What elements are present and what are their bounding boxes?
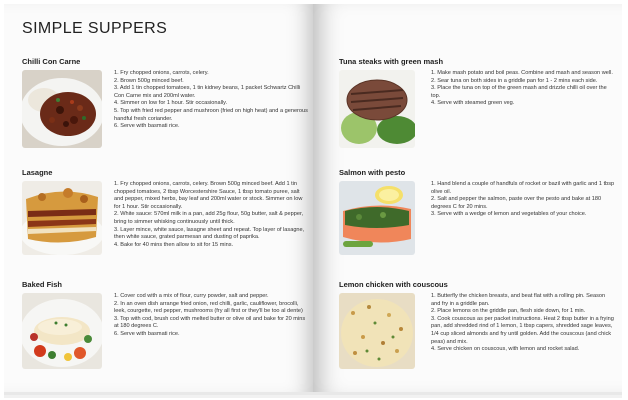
recipe-step: 5. Top with fried red pepper and mushroon (fried on high heat) and a generous handful fresh coriander.	[114, 107, 308, 122]
recipe-step: 2. Place lemons on the griddle pan, flesh side down, for 1 min.	[431, 308, 586, 315]
recipe-step: 3. Cook couscous as per packet instructions. Heat 2 tbsp butter in a frying pan, add shredded rind of 1 lemon, 1 tbsp capers, shredded sage leaves, 1/4 cup sliced almonds and fry until golden. Add the couscous (and chick peas) and mix.	[431, 315, 614, 345]
recipe-step: 3. Top with cod, brush cod with melted butter or olive oil and bake for 20 mins at 180 degrees C.	[114, 315, 306, 330]
recipe-steps	[114, 70, 310, 131]
recipe-title: Baked Fish	[22, 280, 63, 289]
recipe-step: 1. Fry chopped onions, carrots, celery. Brown 500g minced beef. Add 1 tin chopped tomatoes, 2 tbsp Worcestershire Sauce, 1 tbsp tomato puree, salt and pepper, mixed herbs, bay leaf and 200ml water or stock. Simmer on low for 1 hour. Stir occasionally.	[114, 181, 303, 210]
recipe-steps	[114, 293, 310, 339]
recipe-title: Chilli Con Carne	[22, 57, 81, 66]
recipe-step: 4. Serve with steamed green veg.	[431, 100, 515, 107]
recipe-step: 1. Hand blend a couple of handfuls of rocket or bazil with garlic and 1 tbsp olive oil.	[431, 181, 615, 195]
recipe-steps	[431, 70, 615, 108]
recipe-step: 4. Serve chicken on couscous, with lemon and rocket salad.	[431, 346, 580, 353]
recipe-step: 3. Layer mince, white sauce, lasagne sheet and repeat. Top layer of lasagne, then white sauce, grated parmesan and dusting of paprika.	[114, 226, 305, 241]
recipe-steps	[431, 181, 615, 219]
book-title: SIMPLE SUPPERS	[22, 20, 168, 37]
recipe-step: 2. Sear tuna on both sides in a griddle pan for 1 - 2 mins each side.	[431, 77, 598, 84]
recipe-step: 3. Serve with a wedge of lemon and vegetables of your choice.	[431, 211, 587, 218]
recipe-title: Tuna steaks with green mash	[339, 57, 444, 66]
recipe-step: 1. Cover cod with a mix of flour, curry powder, salt and pepper.	[114, 293, 269, 299]
salmon-pesto-photo	[339, 181, 415, 255]
recipe-step: 1. Butterfly the chicken breasts, and beat flat with a rolling pin. Season and fry in a griddle pan.	[431, 293, 606, 307]
recipe-step: 6. Serve with basmati rice.	[114, 123, 180, 130]
page-edge	[4, 395, 622, 398]
recipe-step: 6. Serve with basmati rice.	[114, 330, 180, 337]
recipe-title: Salmon with pesto	[339, 168, 406, 177]
recipe-step: 3. Place the tuna on top of the green mash and drizzle chilli oil over the top.	[431, 85, 607, 99]
baked-fish-photo	[22, 293, 102, 369]
recipe-step: 2. In an oven dish arrange fried onion, red chilli, garlic, cauliflower, brocolli, leek, courgette, red pepper, mushrooms (fry all first or they'll be too al dente)	[114, 300, 303, 315]
recipe-step: 4. Bake for 40 mins then allow to sit for 15 mins.	[114, 241, 234, 248]
recipe-title: Lasagne	[22, 168, 53, 177]
recipe-step: 2. White sauce: 570ml milk in a pan, add 25g flour, 50g butter, salt & pepper, bring to simmer whisking continuously until thick.	[114, 211, 304, 225]
recipe-step: 3. Add 1 tin chopped tomatoes, 1 tin kidney beans, 1 packet Schwartz Chilli Con Carne mix and 200ml water.	[114, 85, 301, 99]
lemon-chicken-couscous-photo	[339, 293, 415, 369]
recipe-step: 1. Fry chopped onions, carrots, celery.	[114, 70, 209, 76]
tuna-steak-photo	[339, 70, 415, 148]
recipe-steps	[431, 293, 615, 354]
recipe-step: 2. Brown 500g minced beef.	[114, 77, 184, 84]
recipe-step: 1. Make mash potato and boil peas. Combine and mash and season well.	[431, 70, 613, 76]
recipe-step: 4. Simmer on low for 1 hour. Stir occasionally.	[114, 100, 228, 107]
recipe-step: 2. Salt and pepper the salmon, paste over the pesto and bake at 180 degrees C for 20 mins.	[431, 196, 602, 210]
recipe-title: Lemon chicken with couscous	[339, 280, 448, 289]
chilli-con-carne-photo	[22, 70, 102, 148]
lasagne-photo	[22, 181, 102, 255]
recipe-steps	[114, 181, 310, 249]
